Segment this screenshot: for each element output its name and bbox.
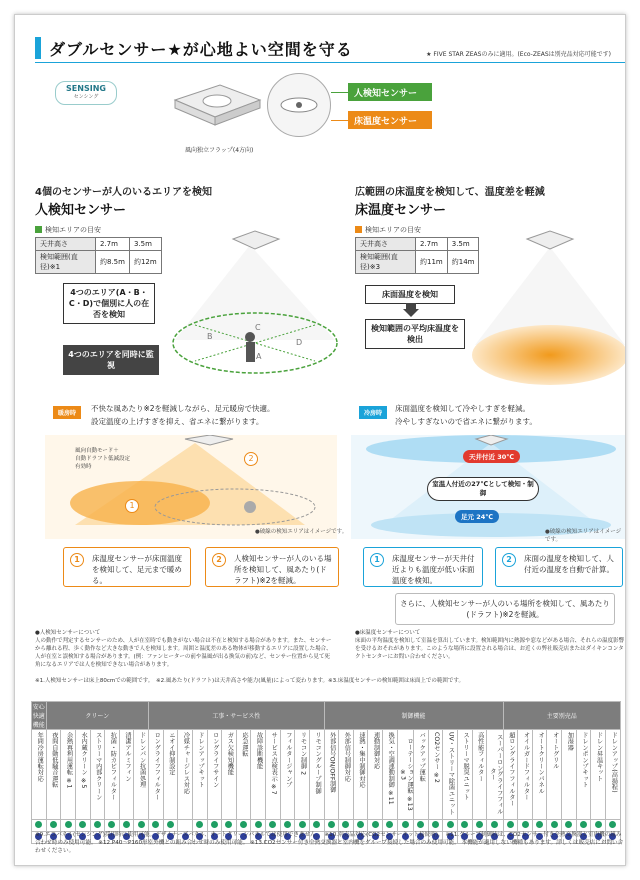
tag-floor-sensor: 床温度センサー	[348, 111, 432, 129]
feature-cell	[443, 819, 458, 831]
connector-line-green	[331, 92, 349, 93]
cooling-point-1: 1 床温度センサーが天井付近よりも温度が低い床面温度を検知。	[363, 547, 483, 587]
right-sub: 検知エリアの目安	[355, 225, 421, 235]
feature-group-4: 主要別売品	[503, 702, 620, 730]
availability-dot-icon	[65, 821, 72, 828]
feature-col-37: ドレンポンプキット	[576, 730, 591, 820]
feature-group-0: 安心快適機能	[32, 702, 47, 730]
right-spec-table: 天井高さ 2.7m 3.5m 検知範囲(直径)※3 約11m 約14m	[355, 237, 479, 274]
feature-cell	[46, 819, 61, 831]
availability-dot-icon	[402, 821, 409, 828]
feature-col-29: ストリーマ脱臭ユニット	[457, 730, 472, 820]
feature-cell	[368, 819, 383, 831]
feature-col-36: 加湿器	[562, 730, 577, 820]
cooling-desc: 床面温度を検知して冷やしすぎを軽減。 冷やしすぎないので省エネに繋がります。	[395, 404, 537, 426]
heating-point-1: 1 床温度センサーが床面温度を検知して、足元まで暖める。	[63, 547, 191, 587]
cooling-img-note: ●破線の検知エリアはイメージです。	[545, 529, 622, 543]
availability-dot-icon	[313, 821, 320, 828]
feature-col-28: UV・ストリーマ除菌ユニット	[443, 730, 458, 820]
sensor-icon	[277, 90, 321, 120]
availability-dot-icon	[565, 821, 572, 828]
availability-dot-icon	[476, 821, 483, 828]
feature-cell	[149, 819, 164, 831]
left-heading: 4個のセンサーが人のいるエリアを検知	[35, 187, 212, 198]
feature-col-9: ニオイ抑制設定	[163, 730, 178, 820]
feature-col-18: リモコン制御 2	[295, 730, 310, 820]
heating-settings: 風向自動モード＋ 自動ドラフト低減設定 有効時	[75, 448, 131, 470]
people-sensor-note: ●人検知センサーについて 人の動作で判定するセンサーのため、人が在室時でも動きがない場合は不在と検知する場合があります。また、センサーから離れる程、歩く動作など大きな動きで人を検知します。周囲と温度差のある物体が移動するエリアに設置した場合、人が在室と誤検知する場合があります。(例：ファンヒーターの前や温風が出る換気の前)など、センサー位置から見て死角になるエリアでは人を検知できない場合があります。	[35, 630, 332, 668]
feature-cell	[119, 819, 134, 831]
cooling-point-2: 2 床面の温度を検知して、人付近の温度を自動で計算。	[495, 547, 623, 587]
availability-dot-icon	[522, 821, 529, 828]
feature-col-27: CO2センサー ※2	[428, 730, 443, 820]
availability-dot-icon	[79, 821, 86, 828]
down-arrow-icon	[403, 303, 419, 317]
availability-dot-icon	[372, 821, 379, 828]
floor-temp-diagram	[455, 225, 626, 395]
connector-line-orange	[331, 120, 349, 121]
feature-cell	[90, 819, 105, 831]
feature-cell	[32, 819, 47, 831]
availability-dot-icon	[225, 821, 232, 828]
availability-dot-icon	[507, 821, 514, 828]
feature-col-30: 高性能フィルター	[472, 730, 487, 820]
feature-cell	[383, 819, 398, 831]
ac-unit-illustration	[165, 75, 265, 135]
availability-dot-icon	[328, 821, 335, 828]
feature-cell	[266, 819, 281, 831]
cooling-badge: 冷房時	[359, 406, 387, 419]
heating-desc: 不快な風あたり※2を軽減しながら、足元暖房で快適。 設定温度の上げすぎを抑え、省エネに繋がります。	[91, 404, 275, 426]
feature-cell	[457, 819, 472, 831]
availability-dot-icon	[595, 821, 602, 828]
feature-col-0: 年間冷房運転対応	[32, 730, 47, 820]
feature-cell	[134, 819, 149, 831]
feature-cell	[518, 819, 533, 831]
feature-cell	[547, 819, 562, 831]
availability-dot-icon	[240, 821, 247, 828]
area-label-c: C	[255, 323, 261, 332]
feature-col-8: ロングライフフィルター	[149, 730, 164, 820]
header-note: ★ FIVE STAR ZEASのみに適用。(Eco-ZEASは別売品対応可能です)	[426, 51, 611, 58]
feature-col-20: 外部信号ON/OFF制御	[324, 730, 339, 820]
feature-cell	[222, 819, 237, 831]
floor-temp-badge: 足元 24℃	[455, 510, 499, 523]
people-detection-diagram	[155, 225, 355, 395]
tag-people-sensor: 人検知センサー	[348, 83, 432, 101]
left-box-monitor: 4つのエリアを同時に監視	[63, 345, 159, 375]
feature-cell	[295, 819, 310, 831]
feature-col-4: ストリーマ内部クリーン	[90, 730, 105, 820]
area-label-d: D	[296, 338, 303, 347]
availability-dot-icon	[255, 821, 262, 828]
feature-col-1: 夜間自動低騒音運転	[46, 730, 61, 820]
feature-col-11: ドレンアップキット	[192, 730, 207, 820]
feature-col-26: バックアップ運転	[414, 730, 429, 820]
marker-2-heating: 2	[244, 452, 258, 466]
mid-temp-bubble: 室温人付近の27℃として検知・制御	[427, 477, 539, 501]
feature-group-2: 工事・サービス性	[149, 702, 325, 730]
left-sub: 検知エリアの目安	[35, 225, 101, 235]
left-title: 人検知センサー	[35, 203, 127, 218]
feature-cell	[472, 819, 487, 831]
heating-badge: 暖房時	[53, 406, 81, 419]
feature-col-32: 超ロングライフフィルター	[503, 730, 518, 820]
feature-cell	[414, 819, 429, 831]
availability-dot-icon	[386, 821, 393, 828]
availability-dot-icon	[50, 821, 57, 828]
feature-col-15: 故障診断機能	[251, 730, 266, 820]
feature-cell	[75, 819, 90, 831]
feature-col-38: ドレン昇温キット	[591, 730, 606, 820]
availability-dot-icon	[284, 821, 291, 828]
availability-dot-icon	[123, 821, 130, 828]
feature-col-39: ドレンアップ(高揚程)	[605, 730, 620, 820]
feature-table	[31, 701, 621, 844]
feature-footnote: ※9.エコパネル(センシング)採用時に使用可能。デザイナーズパネル、オートクリーンパネルでは使用できません。 ※10.別売品対応(CO2センサーキット接続時)。 ※11.グループ制御時は、CO2センサー付き全熱交換器と室内機の組み合わせ時のみ使用可能。 ※12.P40〜P160形室外機との組み合わせ時のみ使用可能。 ※13.CO2センサー付き全熱交換器と室内機をグループ接続した場合のみ使用可能。 本機能が適用しない機種もあります。詳しくは販売店にお問い合わせください。	[35, 832, 624, 854]
feature-cell	[339, 819, 354, 831]
ceiling-temp-badge: 天井付近 30℃	[463, 450, 520, 463]
feature-col-23: 連動制御対応	[368, 730, 383, 820]
feature-col-7: ドレンパン抗菌処理	[134, 730, 149, 820]
feature-cell	[591, 819, 606, 831]
heating-point-2: 2 人検知センサーが人のいる場所を検知して、風あたり(ドラフト)※2を軽減。	[205, 547, 339, 587]
availability-dot-icon	[432, 821, 439, 828]
feature-col-16: サービス点検表示 ※7	[266, 730, 281, 820]
right-box-detect: 床面温度を検知	[365, 285, 455, 304]
feature-cell	[576, 819, 591, 831]
floor-sensor-note: ●床温度センサーについて 床面の平均温度を検知して室温を算出しています。検知範囲内に熱源や窓などがある場合、それらの温度影響を受けるおそれがあります。このような場所に設置される場合は、お近くの弊社販売店またはダイキンコンタクトセンターにお問い合わせください。	[355, 630, 625, 660]
cooling-point-3: さらに、人検知センサーが人のいる場所を検知して、風あたり(ドラフト)※2を軽減。	[395, 593, 615, 625]
availability-dot-icon	[196, 821, 203, 828]
feature-cell	[428, 819, 443, 831]
area-label-b: B	[207, 332, 213, 341]
right-title: 床温度センサー	[355, 203, 447, 218]
feature-cell	[605, 819, 620, 831]
availability-dot-icon	[108, 821, 115, 828]
feature-col-13: ガス欠検知機能	[222, 730, 237, 820]
feature-cell	[105, 819, 120, 831]
feature-col-21: 外部信号制御対応	[339, 730, 354, 820]
feature-col-25: ローテーション運転 ※13 ※3	[397, 730, 413, 820]
availability-dot-icon	[35, 821, 42, 828]
feature-cell	[487, 819, 503, 831]
feature-col-33: オイルガードフィルター	[518, 730, 533, 820]
feature-cell	[236, 819, 251, 831]
availability-dot-icon	[211, 821, 218, 828]
availability-dot-icon	[138, 821, 145, 828]
feature-col-34: オートクリーンパネル	[532, 730, 547, 820]
feature-col-19: リモコングループ制御	[309, 730, 324, 820]
feature-cell	[562, 819, 577, 831]
availability-dot-icon	[609, 821, 616, 828]
availability-dot-icon	[299, 821, 306, 828]
availability-dot-icon	[152, 821, 159, 828]
page-title: ダブルセンサー★が心地よい空間を守る	[49, 40, 353, 59]
feature-cell	[397, 819, 413, 831]
availability-dot-icon	[417, 821, 424, 828]
feature-cell	[178, 819, 193, 831]
header-divider	[35, 62, 626, 63]
availability-dot-icon	[461, 821, 468, 828]
heating-img-note: ●破線の検知エリアはイメージです。	[255, 529, 348, 535]
feature-col-22: 速熱・集中制御対応	[353, 730, 368, 820]
left-spec-table: 天井高さ 2.7m 3.5m 検知範囲(直径)※1 約8.5m 約12m	[35, 237, 162, 274]
feature-col-6: 清潔アルミフィン	[119, 730, 134, 820]
feature-cell	[309, 819, 324, 831]
feature-col-3: 水内蔵クリーン ※5	[75, 730, 90, 820]
right-heading: 広範囲の床温度を検知して、温度差を軽減	[355, 187, 545, 198]
feature-group-3: 制御機能	[324, 702, 503, 730]
feature-col-35: オートグリル	[547, 730, 562, 820]
feature-cell	[192, 819, 207, 831]
feature-col-14: 応急運転	[236, 730, 251, 820]
feature-cell	[532, 819, 547, 831]
feature-cell	[503, 819, 518, 831]
page	[14, 14, 626, 866]
availability-dot-icon	[580, 821, 587, 828]
availability-dot-icon	[491, 821, 498, 828]
availability-dot-icon	[94, 821, 101, 828]
marker-1-heating: 1	[125, 499, 139, 513]
sensing-logo: SENSING センシング	[55, 81, 117, 105]
feature-col-12: ロングライフサイン	[207, 730, 222, 820]
footnote: ※1.人検知センサーは床上80cmでの範囲です。 ※2.風あたり(ドラフト)は天井高さや能力(風量)によって変わります。※3.床温度センサーの検知範囲は床面上での範囲です。	[35, 678, 464, 684]
feature-cell	[163, 819, 178, 831]
availability-dot-icon	[551, 821, 558, 828]
availability-dot-icon	[342, 821, 349, 828]
availability-dot-icon	[269, 821, 276, 828]
feature-col-31: スーパーロングライフフィルター	[487, 730, 503, 820]
header-accent	[35, 37, 41, 59]
feature-col-17: フィルタージャンプ	[280, 730, 295, 820]
feature-group-1: クリーン	[46, 702, 148, 730]
feature-cell	[324, 819, 339, 831]
availability-dot-icon	[167, 821, 174, 828]
right-box-average: 検知範囲の平均床温度を検出	[365, 319, 465, 349]
flap-caption: 風向独立フラップ(4方向)	[185, 147, 254, 154]
availability-dot-icon	[447, 821, 454, 828]
availability-dot-icon	[536, 821, 543, 828]
feature-col-5: 抗菌・防カビフィルター	[105, 730, 120, 820]
area-label-a: A	[256, 352, 262, 361]
feature-col-2: 余熱再利用運転 ※1	[61, 730, 76, 820]
feature-cell	[61, 819, 76, 831]
availability-dot-icon	[357, 821, 364, 828]
feature-cell	[353, 819, 368, 831]
feature-col-10: 冷媒チャージレス対応	[178, 730, 193, 820]
feature-cell	[251, 819, 266, 831]
feature-cell	[280, 819, 295, 831]
feature-col-24: 換気・空調連動制御 ※11	[383, 730, 398, 820]
left-box-detect: 4つのエリア(A・B・C・D)で個別に人の在否を検知	[63, 283, 155, 324]
feature-cell	[207, 819, 222, 831]
